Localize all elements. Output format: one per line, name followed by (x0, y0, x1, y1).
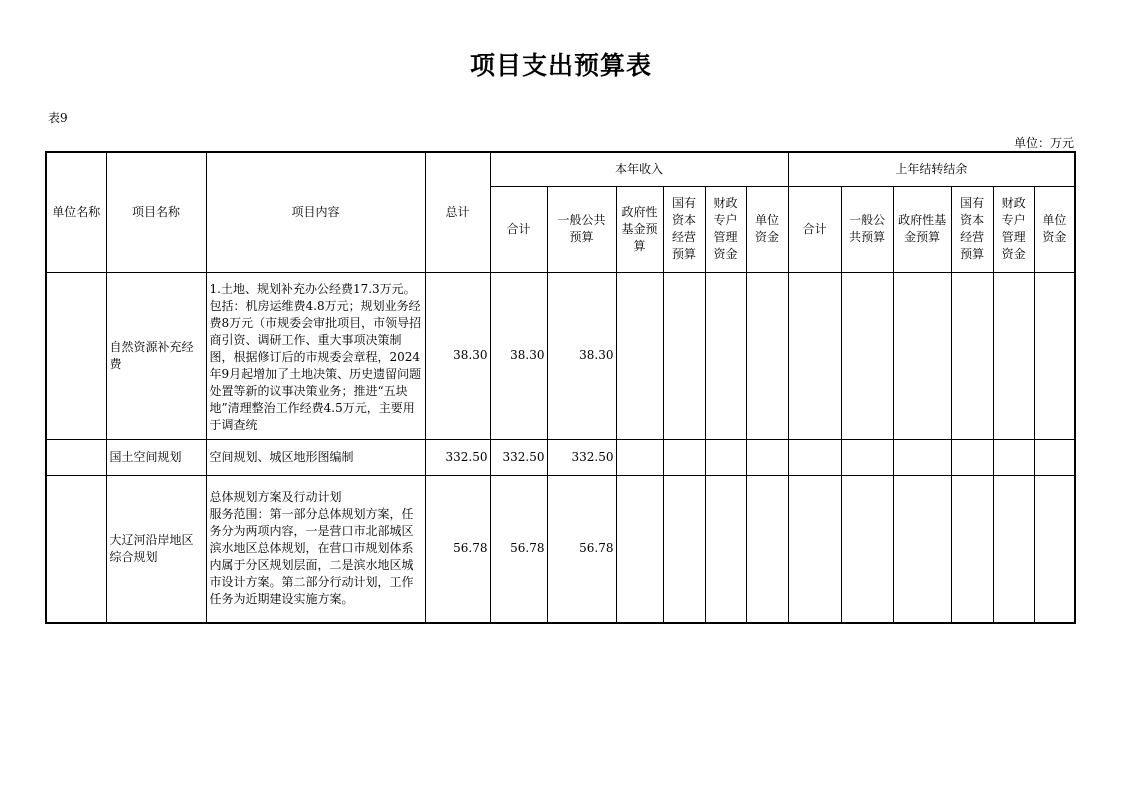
cell-general-public-budget: 38.30 (547, 272, 616, 439)
header-subtotal: 合计 (490, 186, 547, 272)
cell-empty (993, 272, 1034, 439)
cell-empty (663, 475, 705, 623)
cell-project-name: 大辽河沿岸地区综合规划 (106, 475, 206, 623)
header-last-unit-fund: 单位资金 (1034, 186, 1075, 272)
cell-empty (951, 475, 993, 623)
cell-empty (705, 475, 746, 623)
cell-empty (893, 475, 951, 623)
cell-unit-name (46, 272, 106, 439)
cell-empty (746, 272, 788, 439)
cell-empty (841, 272, 893, 439)
budget-table (45, 151, 1076, 624)
header-unit-fund: 单位资金 (746, 186, 788, 272)
header-gov-fund-budget: 政府性基金预算 (616, 186, 663, 272)
cell-project-content: 总体规划方案及行动计划 服务范围：第一部分总体规划方案，任务分为两项内容，一是营口市北部城区滨水地区总体规划，在营口市规划体系内属于分区规划层面，二是滨水地区城市设计方案。第二部分行动计划，工作任务为近期建设实施方案。 (206, 475, 425, 623)
cell-project-content (206, 272, 425, 439)
cell-empty (616, 439, 663, 475)
cell-empty (705, 272, 746, 439)
header-current-income: 本年收入 (490, 152, 788, 186)
header-state-capital-budget: 国有资本经营预算 (663, 186, 705, 272)
cell-subtotal: 332.50 (490, 439, 547, 475)
cell-empty (1034, 439, 1075, 475)
cell-empty (663, 439, 705, 475)
cell-empty (663, 272, 705, 439)
cell-empty (993, 439, 1034, 475)
cell-empty (616, 272, 663, 439)
cell-general-public-budget: 332.50 (547, 439, 616, 475)
cell-project-name: 自然资源补充经费 (106, 272, 206, 439)
header-unit-name: 单位名称 (46, 152, 106, 272)
cell-empty (951, 439, 993, 475)
header-last-special-fund: 财政专户管理资金 (993, 186, 1034, 272)
cell-empty (993, 475, 1034, 623)
cell-empty (616, 475, 663, 623)
cell-empty (788, 475, 841, 623)
cell-project-content-text: 1.土地、规划补充办公经费17.3万元。包括：机房运维费4.8万元；规划业务经费8万元（市规委会审批项目，市领导招商引资、调研工作、重大事项决策制图，根据修订后的市规委会章程，2024年9月起增加了土地决策、历史遗留问题处置等新的议事决策业务；推进“五块地”清理整治工作经费4.5万元，主要用于调查统 (209, 281, 422, 431)
header-general-public-budget: 一般公共预算 (547, 186, 616, 272)
table-row (46, 272, 1075, 439)
unit-label: 单位：万元 (1013, 136, 1074, 150)
cell-project-name: 国土空间规划 (106, 439, 206, 475)
header-last-subtotal: 合计 (788, 186, 841, 272)
cell-project-content: 空间规划、城区地形图编制 (206, 439, 425, 475)
cell-empty (788, 272, 841, 439)
page-title: 项目支出预算表 (469, 51, 652, 80)
header-total: 总计 (425, 152, 490, 272)
cell-empty (841, 475, 893, 623)
cell-total: 56.78 (425, 475, 490, 623)
cell-empty (788, 439, 841, 475)
cell-empty (893, 439, 951, 475)
cell-empty (951, 272, 993, 439)
cell-empty (1034, 272, 1075, 439)
cell-unit-name (46, 475, 106, 623)
header-project-name: 项目名称 (106, 152, 206, 272)
cell-empty (746, 475, 788, 623)
cell-general-public-budget: 56.78 (547, 475, 616, 623)
header-last-general-public-budget: 一般公共预算 (841, 186, 893, 272)
header-last-gov-fund-budget: 政府性基金预算 (893, 186, 951, 272)
cell-subtotal: 38.30 (490, 272, 547, 439)
header-row-1 (46, 152, 1075, 186)
table-number: 表9 (48, 111, 68, 125)
header-project-content: 项目内容 (206, 152, 425, 272)
cell-empty (1034, 475, 1075, 623)
cell-empty (893, 272, 951, 439)
header-special-fund: 财政专户管理资金 (705, 186, 746, 272)
header-last-state-capital-budget: 国有资本经营预算 (951, 186, 993, 272)
table-row (46, 439, 1075, 475)
cell-empty (746, 439, 788, 475)
table-row (46, 475, 1075, 623)
cell-total: 38.30 (425, 272, 490, 439)
cell-unit-name (46, 439, 106, 475)
cell-total: 332.50 (425, 439, 490, 475)
cell-empty (705, 439, 746, 475)
header-last-year-carryover: 上年结转结余 (788, 152, 1075, 186)
cell-empty (841, 439, 893, 475)
cell-subtotal: 56.78 (490, 475, 547, 623)
